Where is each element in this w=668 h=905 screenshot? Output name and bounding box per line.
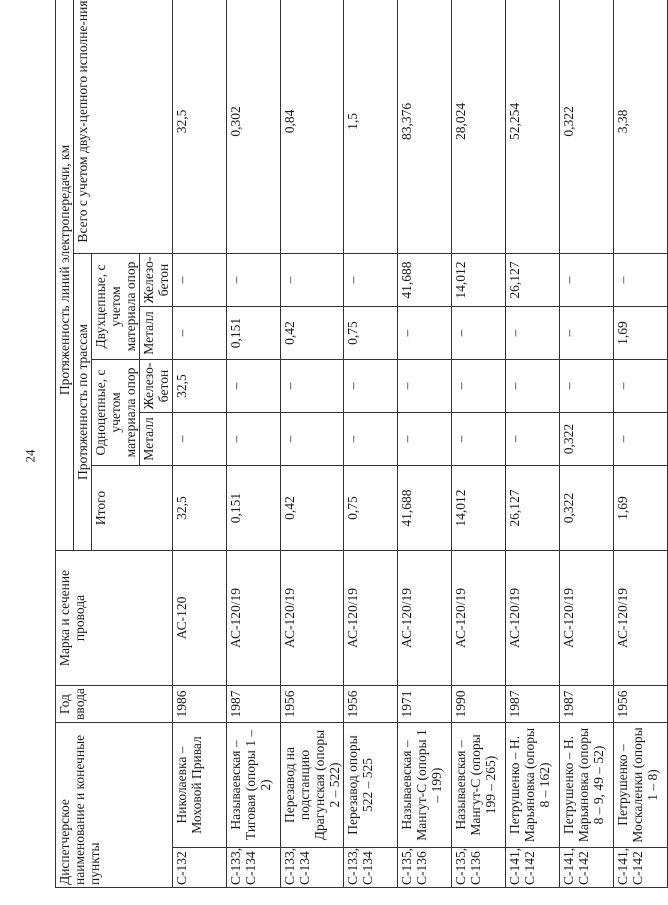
table-row xyxy=(452,0,506,888)
row-double-metal: 1,69 xyxy=(614,307,668,360)
row-name: Петрушенко – Москаленки (опоры 1 – 8) xyxy=(614,723,668,848)
page-number: 24 xyxy=(22,449,38,463)
row-code: С-132 xyxy=(173,848,227,888)
row-itogo: 0,42 xyxy=(281,466,344,551)
row-year: 1990 xyxy=(452,686,506,723)
row-code: С-135, С-136 xyxy=(452,848,506,888)
row-itogo: 0,75 xyxy=(344,466,398,551)
row-name: Называевская – Тиговая (опоры 1 – 2) xyxy=(227,723,281,848)
header-name: Диспетчерское наименование и конечные пункты xyxy=(56,723,173,888)
row-double-metal: 0,42 xyxy=(281,307,344,360)
row-total: 52,254 xyxy=(506,0,560,254)
row-name: Петрушенко – Н. Марьяновка (опоры 8 – 9, 49 – 52) xyxy=(560,723,614,848)
row-name: Перезавод на подстанцию Драгунская (опоры 2 – 522) xyxy=(281,723,344,848)
row-code: С-133, С-134 xyxy=(227,848,281,888)
header-length: Протяженность линий электропередачи, км xyxy=(56,0,74,551)
row-single-metal: – xyxy=(173,413,227,466)
row-double-concrete: – xyxy=(344,254,398,307)
row-wire: АС-120/19 xyxy=(506,551,560,686)
row-code: С-141, С-142 xyxy=(560,848,614,888)
row-single-concrete: – xyxy=(227,360,281,413)
row-double-metal: 0,75 xyxy=(344,307,398,360)
row-wire: АС-120/19 xyxy=(398,551,452,686)
row-year: 1987 xyxy=(227,686,281,723)
row-year: 1956 xyxy=(281,686,344,723)
row-wire: АС-120 xyxy=(173,551,227,686)
row-single-metal: – xyxy=(227,413,281,466)
row-code: С-141, С-142 xyxy=(506,848,560,888)
row-itogo: 26,127 xyxy=(506,466,560,551)
row-total: 28,024 xyxy=(452,0,506,254)
row-year: 1956 xyxy=(344,686,398,723)
header-wire: Марка и сечение провода xyxy=(56,551,173,686)
row-name: Николаевка – Моховой Привал xyxy=(173,723,227,848)
row-name: Перезавод опоры 522 – 525 xyxy=(344,723,398,848)
row-year: 1987 xyxy=(506,686,560,723)
row-itogo: 1,69 xyxy=(614,466,668,551)
row-code: С-135, С-136 xyxy=(398,848,452,888)
row-itogo: 14,012 xyxy=(452,466,506,551)
row-single-metal: 0,322 xyxy=(560,413,614,466)
header-single-concrete: Железо-бетон xyxy=(140,360,173,413)
row-name: Называевская – Мангут-С (опоры 199 – 265) xyxy=(452,723,506,848)
row-wire: АС-120/19 xyxy=(281,551,344,686)
row-wire: АС-120/19 xyxy=(614,551,668,686)
row-wire: АС-120/19 xyxy=(452,551,506,686)
table-row xyxy=(560,0,614,888)
table-row xyxy=(344,0,398,888)
row-double-metal: – xyxy=(506,307,560,360)
row-code: С-141, С-142 xyxy=(614,848,668,888)
header-double: Двухцепные, с учетом материала опор xyxy=(92,254,140,360)
row-total: 3,38 xyxy=(614,0,668,254)
row-double-concrete: 14,012 xyxy=(452,254,506,307)
row-single-concrete: – xyxy=(506,360,560,413)
row-double-concrete: 41,688 xyxy=(398,254,452,307)
rotated-page xyxy=(55,0,660,888)
row-total: 0,322 xyxy=(560,0,614,254)
row-total: 1,5 xyxy=(344,0,398,254)
row-year: 1971 xyxy=(398,686,452,723)
row-code: С-133, С-134 xyxy=(281,848,344,888)
table-row xyxy=(173,0,227,888)
row-double-concrete: – xyxy=(227,254,281,307)
row-wire: АС-120/19 xyxy=(227,551,281,686)
row-year: 1956 xyxy=(614,686,668,723)
row-double-metal: – xyxy=(398,307,452,360)
row-single-concrete: 32,5 xyxy=(173,360,227,413)
power-lines-table xyxy=(55,0,668,888)
row-single-metal: – xyxy=(398,413,452,466)
row-itogo: 32,5 xyxy=(173,466,227,551)
table-row xyxy=(227,0,281,888)
row-double-concrete: – xyxy=(614,254,668,307)
row-double-metal: – xyxy=(173,307,227,360)
row-single-metal: – xyxy=(281,413,344,466)
row-double-metal: 0,151 xyxy=(227,307,281,360)
row-single-metal: – xyxy=(614,413,668,466)
table-row xyxy=(398,0,452,888)
row-itogo: 41,688 xyxy=(398,466,452,551)
row-itogo: 0,322 xyxy=(560,466,614,551)
row-year: 1987 xyxy=(560,686,614,723)
row-total: 32,5 xyxy=(173,0,227,254)
table-row xyxy=(614,0,668,888)
header-itogo: Итого xyxy=(92,466,173,551)
row-double-concrete: 26,127 xyxy=(506,254,560,307)
row-name: Петрушенко – Н. Марьяновка (опоры 8 – 162) xyxy=(506,723,560,848)
row-total: 0,302 xyxy=(227,0,281,254)
row-name: Называевская – Мангут-С (опоры 1 – 199) xyxy=(398,723,452,848)
row-code: С-133, С-134 xyxy=(344,848,398,888)
row-itogo: 0,151 xyxy=(227,466,281,551)
header-double-concrete: Железо-бетон xyxy=(140,254,173,307)
row-double-metal: – xyxy=(560,307,614,360)
header-single-metal: Металл xyxy=(140,413,173,466)
row-year: 1986 xyxy=(173,686,227,723)
row-double-concrete: – xyxy=(560,254,614,307)
header-year: Год ввода xyxy=(56,686,173,723)
header-double-metal: Металл xyxy=(140,307,173,360)
row-double-concrete: – xyxy=(173,254,227,307)
row-single-concrete: – xyxy=(281,360,344,413)
table-row xyxy=(281,0,344,888)
row-double-concrete: – xyxy=(281,254,344,307)
header-single: Одноцепные, с учетом материала опор xyxy=(92,360,140,466)
row-single-concrete: – xyxy=(452,360,506,413)
row-single-concrete: – xyxy=(614,360,668,413)
header-by-routes: Протяженность по трассам xyxy=(74,254,92,551)
row-single-metal: – xyxy=(506,413,560,466)
row-single-concrete: – xyxy=(560,360,614,413)
table-row xyxy=(506,0,560,888)
row-wire: АС-120/19 xyxy=(344,551,398,686)
row-double-metal: – xyxy=(452,307,506,360)
row-single-concrete: – xyxy=(398,360,452,413)
row-total: 0,84 xyxy=(281,0,344,254)
row-wire: АС-120/19 xyxy=(560,551,614,686)
header-all-double: Всего с учетом двух-цепного исполне-ния xyxy=(74,0,173,254)
row-single-metal: – xyxy=(344,413,398,466)
row-total: 83,376 xyxy=(398,0,452,254)
row-single-metal: – xyxy=(452,413,506,466)
row-single-concrete: – xyxy=(344,360,398,413)
